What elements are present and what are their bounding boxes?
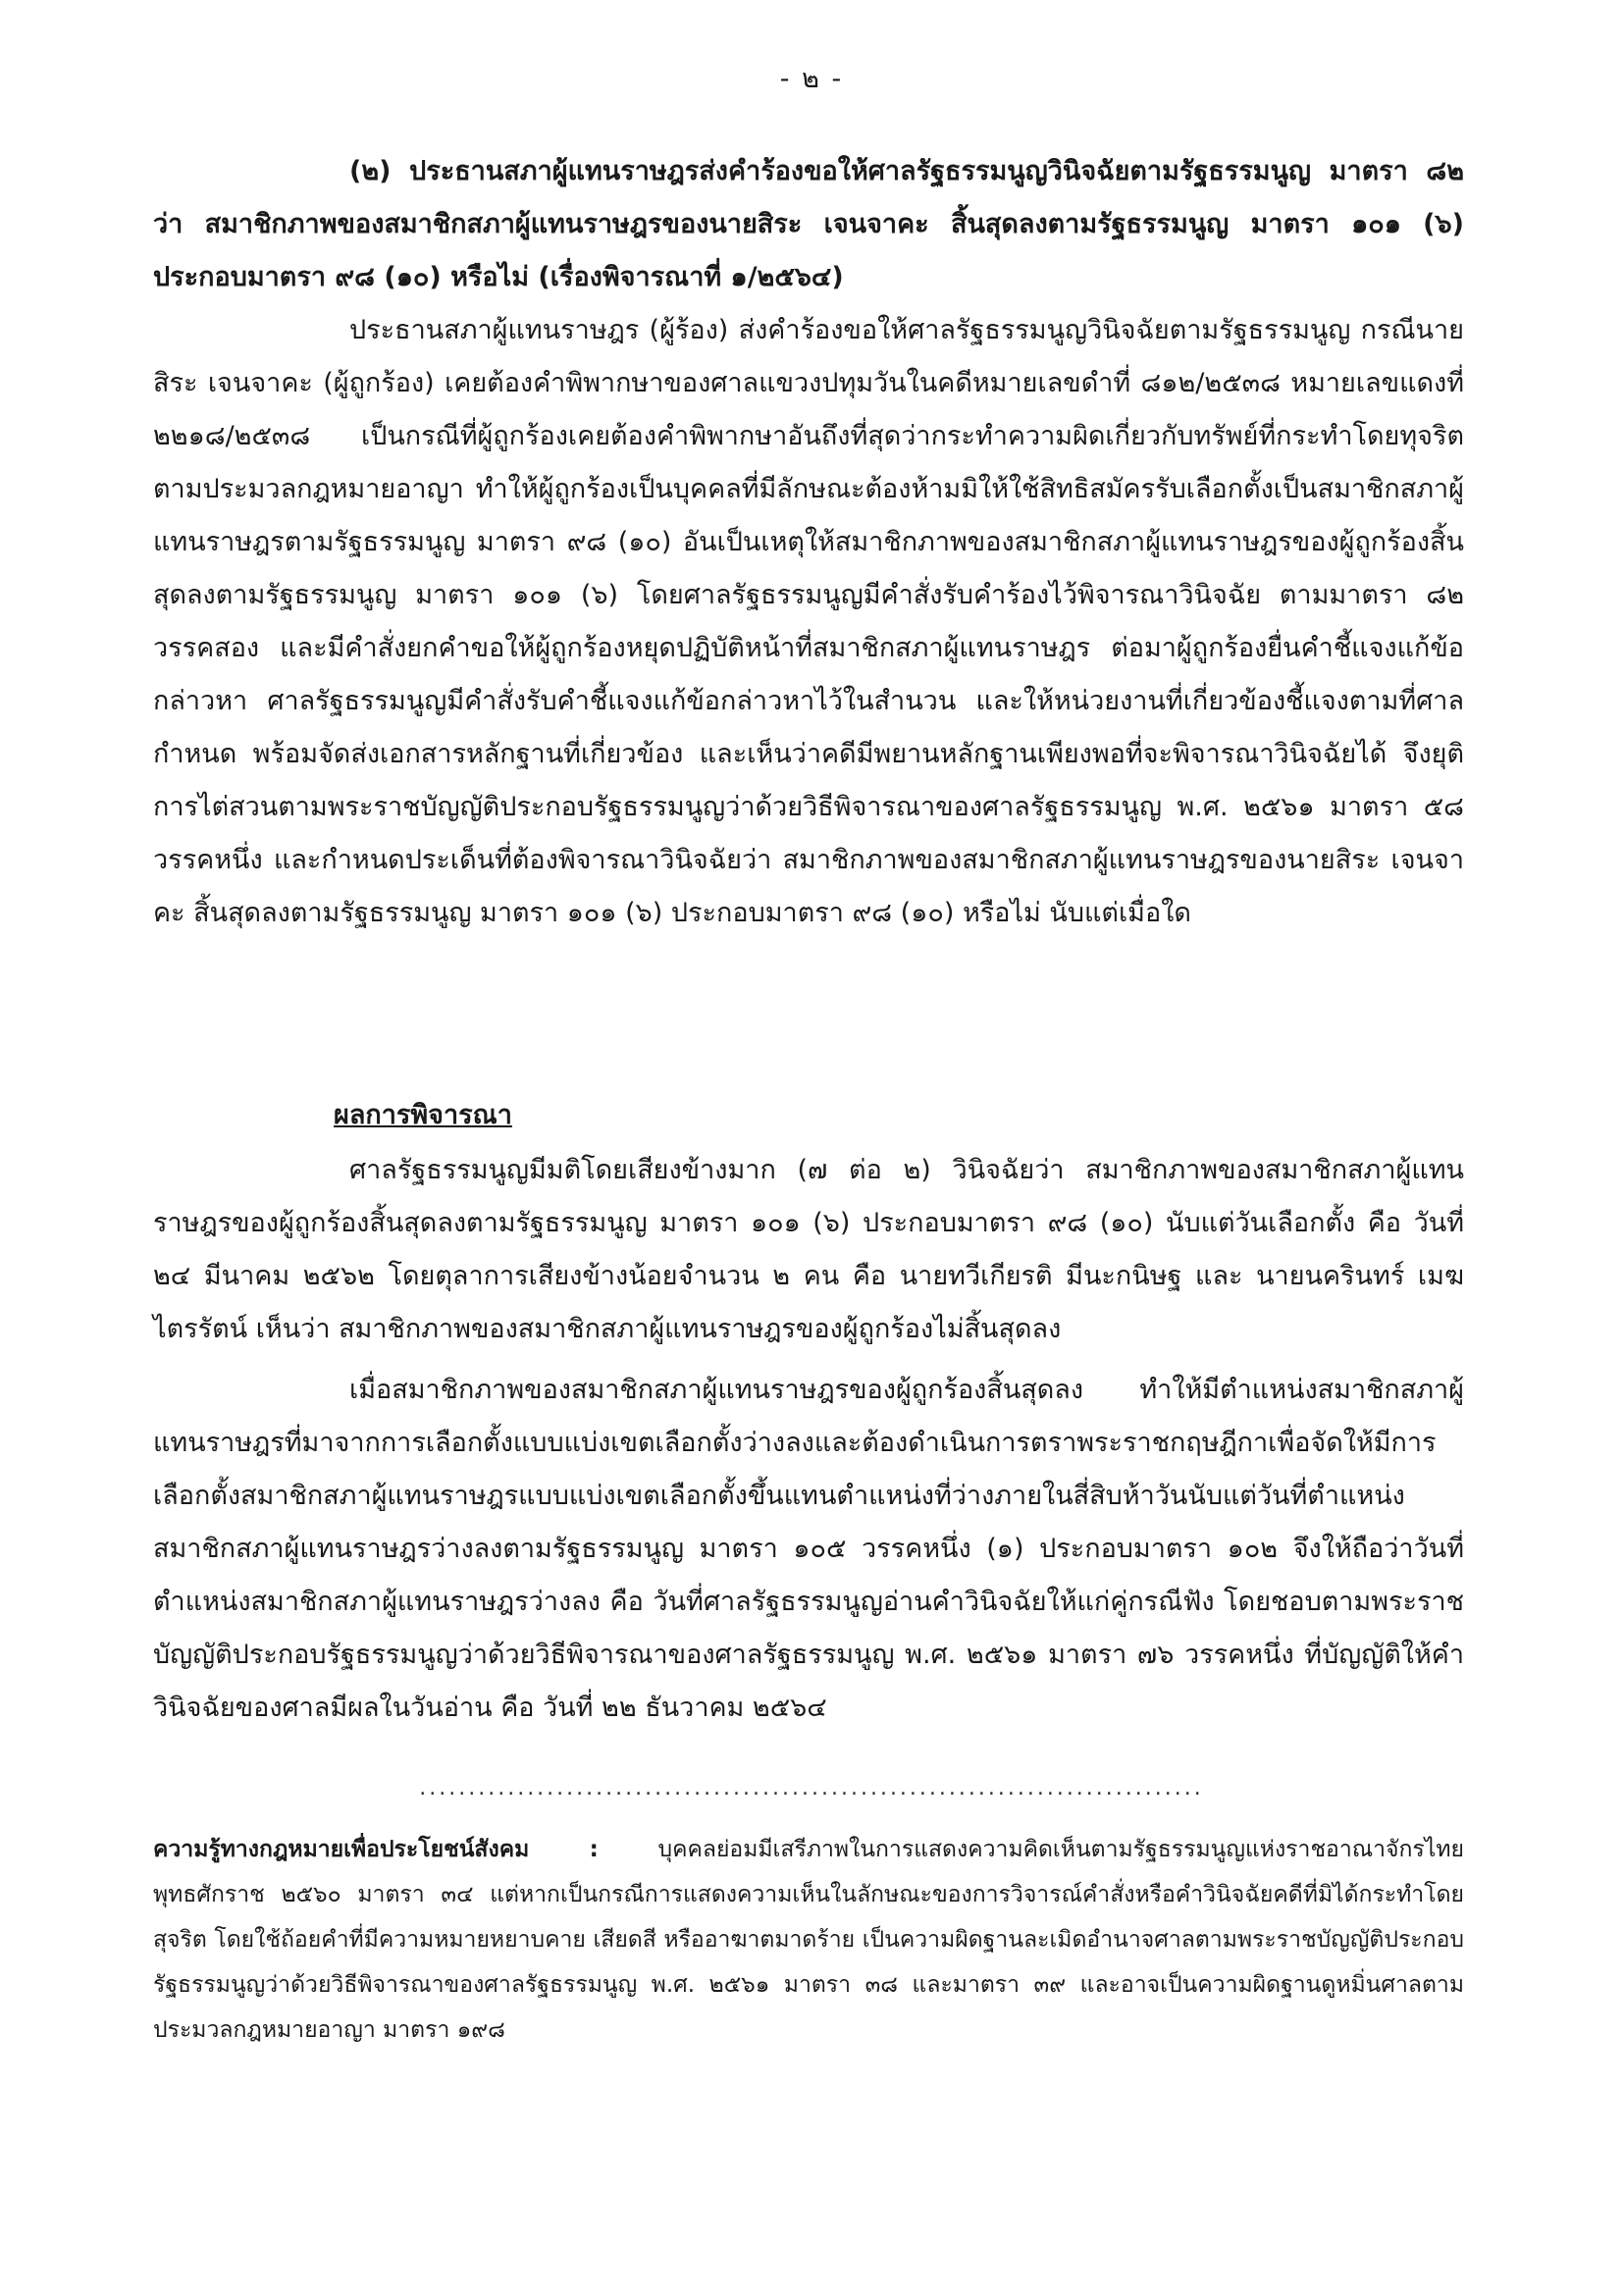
result-heading-block [153, 1089, 1464, 1142]
separator-line: ................................................................................ [419, 1776, 1204, 1800]
legal-knowledge-note [153, 1827, 1464, 2053]
result-paragraph-1: ศาลรัฐธรรมนูญมีมติโดยเสียงข้างมาก (๗ ต่อ ๒) วินิจฉัยว่า สมาชิกภาพของสมาชิกสภาผู้แทนราษฎรของผู้ถูกร้องสิ้นสุดลงตามรัฐธรรมนูญ มาตรา ๑๐๑ (๖) ประกอบมาตรา ๙๘ (๑๐) นับแต่วันเลือกตั้ง คือ วันที่ ๒๔ มีนาคม ๒๕๖๒ โดยตุลาการเสียงข้างน้อยจำนวน ๒ คน คือ นายทวีเกียรติ มีนะกนิษฐ และ นายนครินทร์ เมฆไตรรัตน์ เห็นว่า สมาชิกภาพของสมาชิกสภาผู้แทนราษฎรของผู้ถูกร้องไม่สิ้นสุดลง [153, 1155, 1464, 1344]
footnote-block [153, 1827, 1464, 2053]
result-block [153, 1144, 1464, 1735]
result-paragraph-2: เมื่อสมาชิกภาพของสมาชิกสภาผู้แทนราษฎรของผู้ถูกร้องสิ้นสุดลง ทำให้มีตำแหน่งสมาชิกสภาผู้แทนราษฎรที่มาจากการเลือกตั้งแบบแบ่งเขตเลือกตั้งว่างลงและต้องดำเนินการตราพระราชกฤษฎีกาเพื่อจัดให้มีการเลือกตั้งสมาชิกสภาผู้แทนราษฎรแบบแบ่งเขตเลือกตั้งขึ้นแทนตำแหน่งที่ว่างภายในสี่สิบห้าวันนับแต่วันที่ตำแหน่งสมาชิกสภาผู้แทนราษฎรว่างลงตามรัฐธรรมนูญ มาตรา ๑๐๕ วรรคหนึ่ง (๑) ประกอบมาตรา ๑๐๒ จึงให้ถือว่าวันที่ตำแหน่งสมาชิกสภาผู้แทนราษฎรว่างลง คือ วันที่ศาลรัฐธรรมนูญอ่านคำวินิจฉัยให้แก่คู่กรณีฟัง โดยชอบตามพระราชบัญญัติประกอบรัฐธรรมนูญว่าด้วยวิธีพิจารณาของศาลรัฐธรรมนูญ พ.ศ. ๒๕๖๑ มาตรา ๗๖ วรรคหนึ่ง ที่บัญญัติให้คำวินิจฉัยของศาลมีผลในวันอ่าน คือ วันที่ ๒๒ ธันวาคม ๒๕๖๔ [153, 1375, 1464, 1723]
case-title-block [153, 145, 1464, 304]
legal-knowledge-body: บุคคลย่อมมีเสรีภาพในการแสดงความคิดเห็นตามรัฐธรรมนูญแห่งราชอาณาจักรไทย พุทธศักราช ๒๕๖๐ มาตรา ๓๔ แต่หากเป็นกรณีการแสดงความเห็นในลักษณะของการวิจารณ์คำสั่งหรือคำวินิจฉัยคดีที่มิได้กระทำโดยสุจริต โดยใช้ถ้อยคำที่มีความหมายหยาบคาย เสียดสี หรืออาฆาตมาดร้าย เป็นความผิดฐานละเมิดอำนาจศาลตามพระราชบัญญัติประกอบรัฐธรรมนูญว่าด้วยวิธีพิจารณาของศาลรัฐธรรมนูญ พ.ศ. ๒๕๖๑ มาตรา ๓๘ และมาตรา ๓๙ และอาจเป็นความผิดฐานดูหมิ่นศาลตามประมวลกฎหมายอาญา มาตรา ๑๙๘ [153, 1837, 1464, 2043]
summary-block [153, 304, 1464, 940]
result-heading: ผลการพิจารณา [334, 1100, 512, 1130]
case-title: (๒) ประธานสภาผู้แทนราษฎรส่งคำร้องขอให้ศาลรัฐธรรมนูญวินิจฉัยตามรัฐธรรมนูญ มาตรา ๘๒ ว่า สมาชิกภาพของสมาชิกสภาผู้แทนราษฎรของนายสิระ เจนจาคะ สิ้นสุดลงตามรัฐธรรมนูญ มาตรา ๑๐๑ (๖) ประกอบมาตรา ๙๘ (๑๐) หรือไม่ (เรื่องพิจารณาที่ ๑/๒๕๖๔) [153, 156, 1464, 292]
legal-knowledge-title: ความรู้ทางกฎหมายเพื่อประโยชน์สังคม : [153, 1837, 599, 1862]
case-summary: ประธานสภาผู้แทนราษฎร (ผู้ร้อง) ส่งคำร้องขอให้ศาลรัฐธรรมนูญวินิจฉัยตามรัฐธรรมนูญ กรณีนายสิระ เจนจาคะ (ผู้ถูกร้อง) เคยต้องคำพิพากษาของศาลแขวงปทุมวันในคดีหมายเลขดำที่ ๘๑๒/๒๕๓๘ หมายเลขแดงที่ ๒๒๑๘/๒๕๓๘ เป็นกรณีที่ผู้ถูกร้องเคยต้องคำพิพากษาอันถึงที่สุดว่ากระทำความผิดเกี่ยวกับทรัพย์ที่กระทำโดยทุจริตตามประมวลกฎหมายอาญา ทำให้ผู้ถูกร้องเป็นบุคคลที่มีลักษณะต้องห้ามมิให้ใช้สิทธิสมัครรับเลือกตั้งเป็นสมาชิกสภาผู้แทนราษฎรตามรัฐธรรมนูญ มาตรา ๙๘ (๑๐) อันเป็นเหตุให้สมาชิกภาพของสมาชิกสภาผู้แทนราษฎรของผู้ถูกร้องสิ้นสุดลงตามรัฐธรรมนูญ มาตรา ๑๐๑ (๖) โดยศาลรัฐธรรมนูญมีคำสั่งรับคำร้องไว้พิจารณาวินิจฉัย ตามมาตรา ๘๒ วรรคสอง และมีคำสั่งยกคำขอให้ผู้ถูกร้องหยุดปฏิบัติหน้าที่สมาชิกสภาผู้แทนราษฎร ต่อมาผู้ถูกร้องยื่นคำชี้แจงแก้ข้อกล่าวหา ศาลรัฐธรรมนูญมีคำสั่งรับคำชี้แจงแก้ข้อกล่าวหาไว้ในสำนวน และให้หน่วยงานที่เกี่ยวข้องชี้แจงตามที่ศาลกำหนด พร้อมจัดส่งเอกสารหลักฐานที่เกี่ยวข้อง และเห็นว่าคดีมีพยานหลักฐานเพียงพอที่จะพิจารณาวินิจฉัยได้ จึงยุติการไต่สวนตามพระราชบัญญัติประกอบรัฐธรรมนูญว่าด้วยวิธีพิจารณาของศาลรัฐธรรมนูญ พ.ศ. ๒๕๖๑ มาตรา ๕๘ วรรคหนึ่ง และกำหนดประเด็นที่ต้องพิจารณาวินิจฉัยว่า สมาชิกภาพของสมาชิกสภาผู้แทนราษฎรของนายสิระ เจนจาคะ สิ้นสุดลงตามรัฐธรรมนูญ มาตรา ๑๐๑ (๖) ประกอบมาตรา ๙๘ (๑๐) หรือไม่ นับแต่เมื่อใด [153, 315, 1464, 928]
page-number: - ๒ - [779, 64, 844, 94]
